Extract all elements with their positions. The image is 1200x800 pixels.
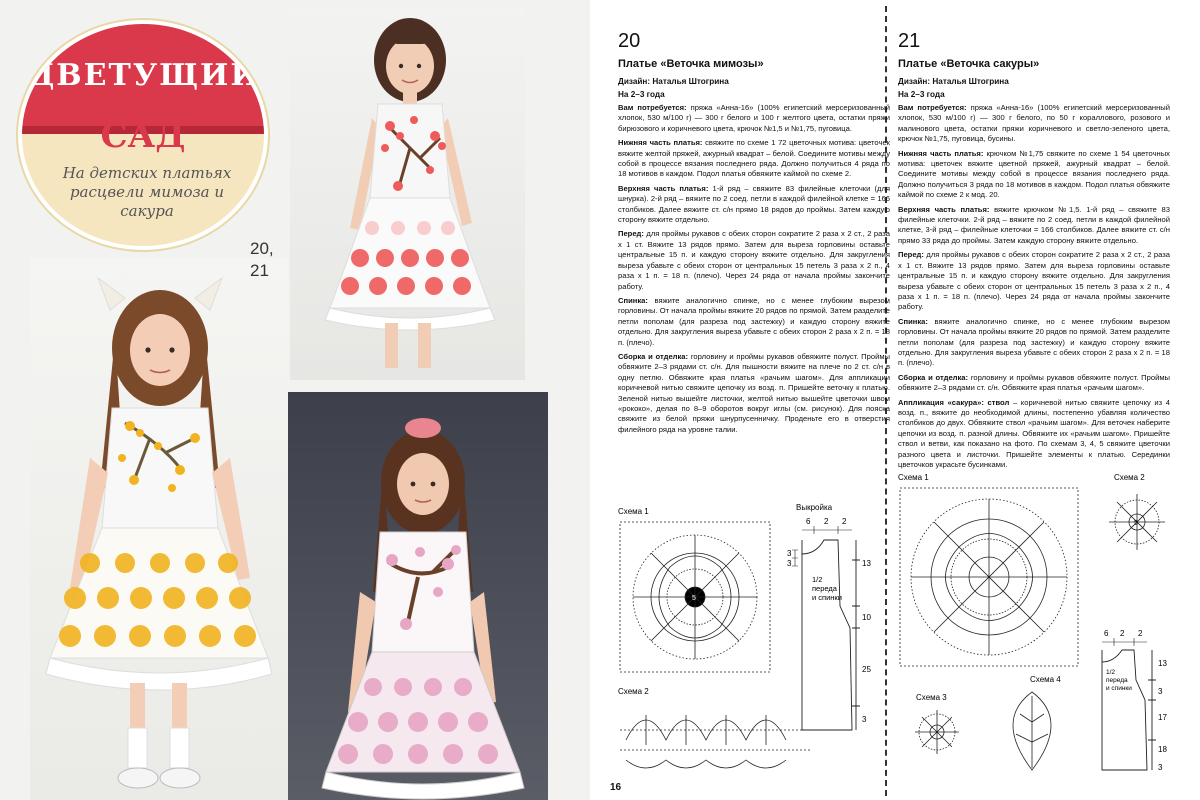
pattern-width-6: 6 bbox=[1104, 629, 1109, 638]
pattern-side-3a: 3 bbox=[1158, 687, 1163, 696]
pattern-width-2a: 2 bbox=[1120, 629, 1125, 638]
pattern-side-10: 10 bbox=[862, 613, 871, 622]
crochet-motif-diagram bbox=[900, 488, 1078, 666]
diagrams-model-20 bbox=[612, 500, 882, 780]
edging-diagram bbox=[620, 715, 812, 768]
photo-sakura-dress bbox=[288, 392, 548, 800]
model-age: На 2–3 года bbox=[898, 90, 945, 99]
model-title: Платье «Веточка мимозы» bbox=[618, 58, 764, 70]
badge-subtitle: На детских платьях расцвели мимоза и сакура bbox=[62, 164, 232, 220]
paragraph: Нижняя часть платья: крючком №1,75 свяжите по схеме 1 54 цветочных мотива: цветочек вяжите цветной пряжей, ажурный квадрат – белой. Соедините мотивы между собой в процессе вязания последнего ряда. Должно получиться 3 ряда по 18 мотивов в каждом. Подол платья обвяжите каймой по схеме 2 к мод. 20. bbox=[898, 148, 1170, 200]
model-number: 20 bbox=[618, 30, 641, 52]
badge-title-line2: САД bbox=[100, 116, 186, 156]
paragraph: Верхняя часть платья: вяжите крючком №1,5. 1-й ряд – свяжите 83 филейные клеточки. 2-й ряд – вяжите по 2 соед. петли в каждой филейной клетке, 3-й ряд – филейные клеточки = 166 столбиков. Далее вяжите ст. с/н прямо 33 ряда до проймы. Затем каждую сторону вяжите отдельно. bbox=[898, 204, 1170, 245]
paragraph: Перед: для проймы рукавов с обеих сторон сократите 2 раза х 2 ст., 2 раза х 1 ст. Вяжите 13 рядов прямо. Затем для выреза горловины оставьте центральные 15 п. и каждую сторону вяжите отдельно. Для закругления выреза убавьте с обеих сторон от центральных 15 петель 3 раза х 2 п., 4 раза х 1 п. = 18 п. (плечо). Через 24 ряда от начала проймы закончите работу. bbox=[618, 229, 890, 291]
model-number-21: 21 bbox=[250, 261, 269, 280]
model-designer: Дизайн: Наталья Штогрина bbox=[898, 77, 1009, 86]
sewing-pattern-diagram bbox=[792, 526, 860, 730]
pattern-side-18: 18 bbox=[1158, 745, 1167, 754]
badge-title-line1: ЦВЕТУЩИЙ bbox=[25, 58, 261, 93]
paragraph: Перед: для проймы рукавов с обеих сторон сократите 2 раза х 2 ст., 2 раза х 1 ст. Вяжите 13 рядов прямо. Затем для выреза горловины оставьте центральные 15 п. и каждую сторону вяжите отдельно. Для закругления выреза убавьте с обеих сторон от центральных 15 петель 3 раза х 2 п., 4 раза х 1 п. = 18 п. (плечо). Через 24 ряда от начала проймы закончите работу. bbox=[898, 250, 1170, 312]
motif-center-number: 5 bbox=[1134, 520, 1138, 527]
paragraph: Вам потребуется: пряжа «Анна-16» (100% египетский мерсеризованный хлопок, 530 м/100 г) — 300 г белого, по 50 г кораллового, розового и малинового цвета, остатки пряжи коричневого и светло-зеленого цвета, крючок №1,75, пуговица, бусины. bbox=[898, 103, 1170, 144]
flower-diagram bbox=[915, 710, 959, 754]
instructions-page bbox=[590, 0, 1200, 800]
pattern-note-line3: и спинки bbox=[812, 593, 842, 602]
scheme2-label: Схема 2 bbox=[618, 687, 649, 696]
paragraph: Вам потребуется: пряжа «Анна-16» (100% египетский мерсеризованный хлопок, 530 м/100 г) — 300 г белого и 100 г желтого цвета, остатки пряжи бирюзового и коричневого цвета, крючок №1,5 и №1,75, пуговица. bbox=[618, 103, 890, 133]
pattern-side-13: 13 bbox=[862, 559, 871, 568]
pattern-label: Выкройка bbox=[796, 503, 833, 512]
paragraph: Сборка и отделка: горловину и проймы рукавов обвяжите полуст. Проймы обвяжите 2–3 рядами ст. с/н. Обвяжите края платья «рачьим шагом». bbox=[898, 372, 1170, 393]
pattern-note-line2: переда bbox=[812, 584, 837, 593]
scheme4-label: Схема 4 bbox=[1030, 675, 1061, 684]
photo-coral-dress bbox=[290, 8, 525, 380]
instructions-text bbox=[618, 103, 890, 435]
pattern-side-25: 25 bbox=[862, 665, 871, 674]
page-number: 16 bbox=[610, 782, 622, 793]
instructions-text bbox=[898, 103, 1170, 470]
column-model-21 bbox=[898, 30, 1170, 470]
model-number-20: 20, bbox=[250, 239, 274, 258]
section-badge bbox=[18, 20, 268, 250]
scheme1-label: Схема 1 bbox=[618, 507, 649, 516]
pattern-side-3a: 3 bbox=[787, 549, 792, 558]
model-age: На 2–3 года bbox=[618, 90, 665, 99]
pattern-width-6: 6 bbox=[806, 517, 811, 526]
sewing-pattern-diagram bbox=[1102, 638, 1156, 770]
pattern-side-13: 13 bbox=[1158, 659, 1167, 668]
paragraph: Спинка: вяжите аналогично спинке, но с менее глубоким вырезом горловины. От начала проймы вяжите 20 рядов по прямой. Затем разделите петли пополам (для разреза под застежку) и каждую сторону вяжите отдельно. Для закругления выреза убавьте с обеих сторон 2 раза х 2 п. = 18 п. (плечо). bbox=[618, 295, 890, 347]
scheme1-label: Схема 1 bbox=[898, 473, 929, 482]
photo-mimosa-dress bbox=[30, 258, 288, 800]
pattern-side-3c: 3 bbox=[862, 715, 867, 724]
pattern-note-line1: 1/2 bbox=[1106, 669, 1116, 676]
photo-page bbox=[0, 0, 590, 800]
pattern-note-line3: и спинки bbox=[1106, 685, 1132, 692]
pattern-width-2b: 2 bbox=[1138, 629, 1143, 638]
paragraph: Спинка: вяжите аналогично спинке, но с менее глубоким вырезом горловины. От начала проймы вяжите 20 рядов по прямой. Затем разделите петли пополам (для разреза под застежку) и каждую сторону вяжите отдельно. Для закругления выреза убавьте с обеих сторон 2 раза х 2 п. = 18 п. (плечо). bbox=[898, 316, 1170, 368]
pattern-note-line1: 1/2 bbox=[812, 575, 823, 584]
model-page-numbers bbox=[250, 238, 274, 282]
pattern-side-3b: 3 bbox=[787, 559, 792, 568]
model-designer: Дизайн: Наталья Штогрина bbox=[618, 77, 729, 86]
paragraph: Сборка и отделка: горловину и проймы рукавов обвяжите полуст. Проймы обвяжите 2–3 рядами ст. с/н. Для пышности вяжите на плече по 2 ст. с/н в одну петлю. Обвяжите края платья «рачьим шагом». Для аппликации коричневой нитью свяжите цепочку из возд. п. Пришейте веточку к платью. Зеленой нитью вышейте листочки, желтой нитью вышейте цветочки швом «рококо», делая по 8–9 оборотов вокруг иглы (см. рисунок). Для пояска свяжите из белой пряжи шнурпусенничку. Проденьте его в отверстия филейного ряда на уровне талии. bbox=[618, 351, 890, 434]
pattern-width-2a: 2 bbox=[824, 517, 829, 526]
column-model-20 bbox=[618, 30, 890, 435]
pattern-width-2b: 2 bbox=[842, 517, 847, 526]
scheme3-label: Схема 3 bbox=[916, 693, 947, 702]
pattern-side-17: 17 bbox=[1158, 713, 1167, 722]
model-title: Платье «Веточка сакуры» bbox=[898, 58, 1040, 70]
paragraph: Аппликация «сакура»: ствол – коричневой нитью свяжите цепочку из 4 возд. п., вяжите до необходимой длины, постепенно убавляя количество столбиков до двух. Обвяжите ствол «рачьим шагом». Для веточек наберите цепочки из возд. п. разной длины. Обвяжите их «рачьим шагом». Пришейте ствол и ветви, как показано на фото. По схемам 3, 4, 5 свяжите цветочки разного цвета и листочки. Пришейте элементы к платью. Серединки цветочков украсьте бусинками. bbox=[898, 397, 1171, 469]
paragraph: Нижняя часть платья: свяжите по схеме 1 72 цветочных мотива: цветочек вяжите желтой пряжей, ажурный квадрат – белой. Соедините мотивы между собой в процессе вязания последнего ряда. Должно получиться 4 ряда по 18 мотивов в каждом. Подол платья обвяжите каймой по схеме 2. bbox=[618, 138, 890, 179]
model-number: 21 bbox=[898, 30, 921, 52]
motif-center-number: 5 bbox=[692, 595, 696, 602]
leaf-diagram bbox=[1013, 692, 1051, 770]
paragraph: Верхняя часть платья: 1-й ряд – свяжите 83 филейные клеточки (для шнурка). 2-й ряд – вяжите по 2 соед. петли в каждой филейной клетке = 166 столбиков. Далее вяжите ст. с/н прямо 18 рядов до проймы. Затем каждую сторону вяжите отдельно. bbox=[618, 183, 890, 225]
pattern-side-3b: 3 bbox=[1158, 763, 1163, 772]
scheme2-label: Схема 2 bbox=[1114, 473, 1145, 482]
pattern-note-line2: переда bbox=[1106, 677, 1128, 684]
diagrams-model-21 bbox=[892, 470, 1192, 780]
